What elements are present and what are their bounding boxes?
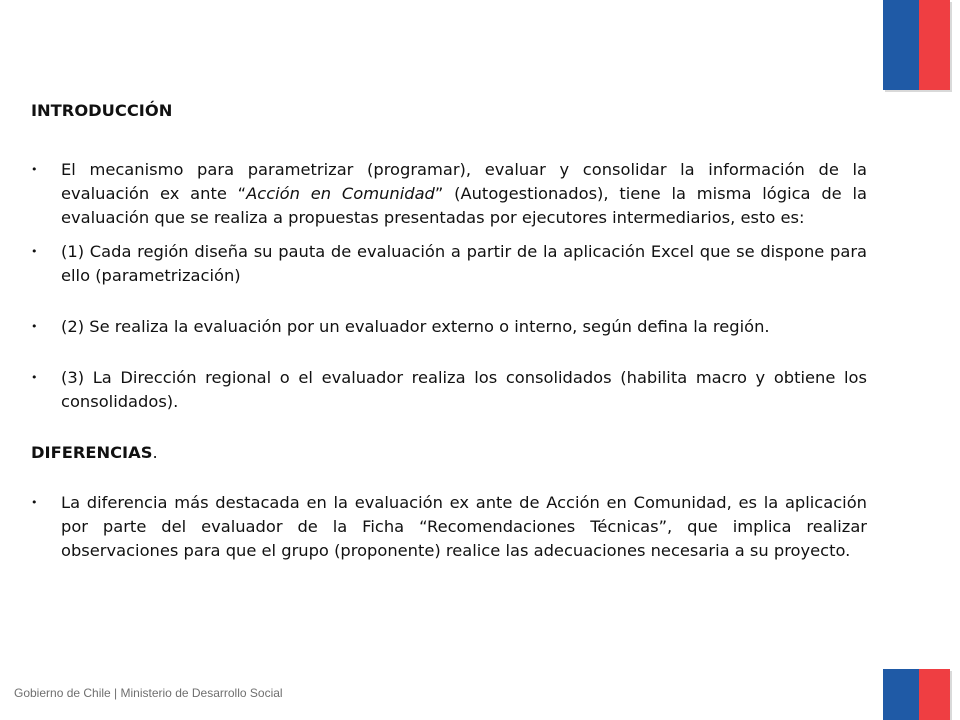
flag-blue-band bbox=[883, 669, 919, 720]
flag-red-band bbox=[919, 0, 950, 90]
chile-flag-stripe-bottom bbox=[883, 669, 950, 720]
differences-heading bbox=[31, 441, 867, 465]
footer-text: Gobierno de Chile | Ministerio de Desarrollo Social bbox=[14, 686, 283, 700]
list-item bbox=[31, 158, 867, 230]
intro-heading: INTRODUCCIÓN bbox=[31, 101, 173, 120]
flag-blue-band bbox=[883, 0, 919, 90]
slide-content bbox=[31, 99, 867, 563]
list-item: • (1) Cada región diseña su pauta de evaluación a partir de la aplicación Excel que se dispone para ello (parametrización) bbox=[31, 240, 867, 288]
bullet-text-pre: El mecanismo para parametrizar (programar), evaluar y consolidar la información de la evaluación ex ante “ bbox=[61, 160, 867, 203]
bullet-text-post: ” (Autogestionados), tiene la misma lógica de la evaluación que se realiza a propuestas presentadas por ejecutores intermediarios, esto es: bbox=[61, 184, 867, 227]
list-item: • (3) La Dirección regional o el evaluador realiza los consolidados (habilita macro y obtiene los consolidados). bbox=[31, 366, 867, 414]
differences-bullet-list bbox=[31, 491, 867, 563]
list-item: • La diferencia más destacada en la evaluación ex ante de Acción en Comunidad, es la aplicación por parte del evaluador de la Ficha “Recomendaciones Técnicas”, que implica realizar observaciones para que el grupo (proponente) realice las adecuaciones necesaria a su proyecto. bbox=[31, 491, 867, 563]
flag-red-band bbox=[919, 669, 950, 720]
list-item: • (2) Se realiza la evaluación por un evaluador externo o interno, según defina la región. bbox=[31, 315, 867, 339]
intro-bullet-list bbox=[31, 158, 867, 414]
chile-flag-stripe-top bbox=[883, 0, 950, 90]
bullet-text-italic: Acción en Comunidad bbox=[246, 184, 435, 203]
differences-heading-suffix: . bbox=[152, 443, 158, 462]
differences-heading-text: DIFERENCIAS bbox=[31, 443, 153, 462]
